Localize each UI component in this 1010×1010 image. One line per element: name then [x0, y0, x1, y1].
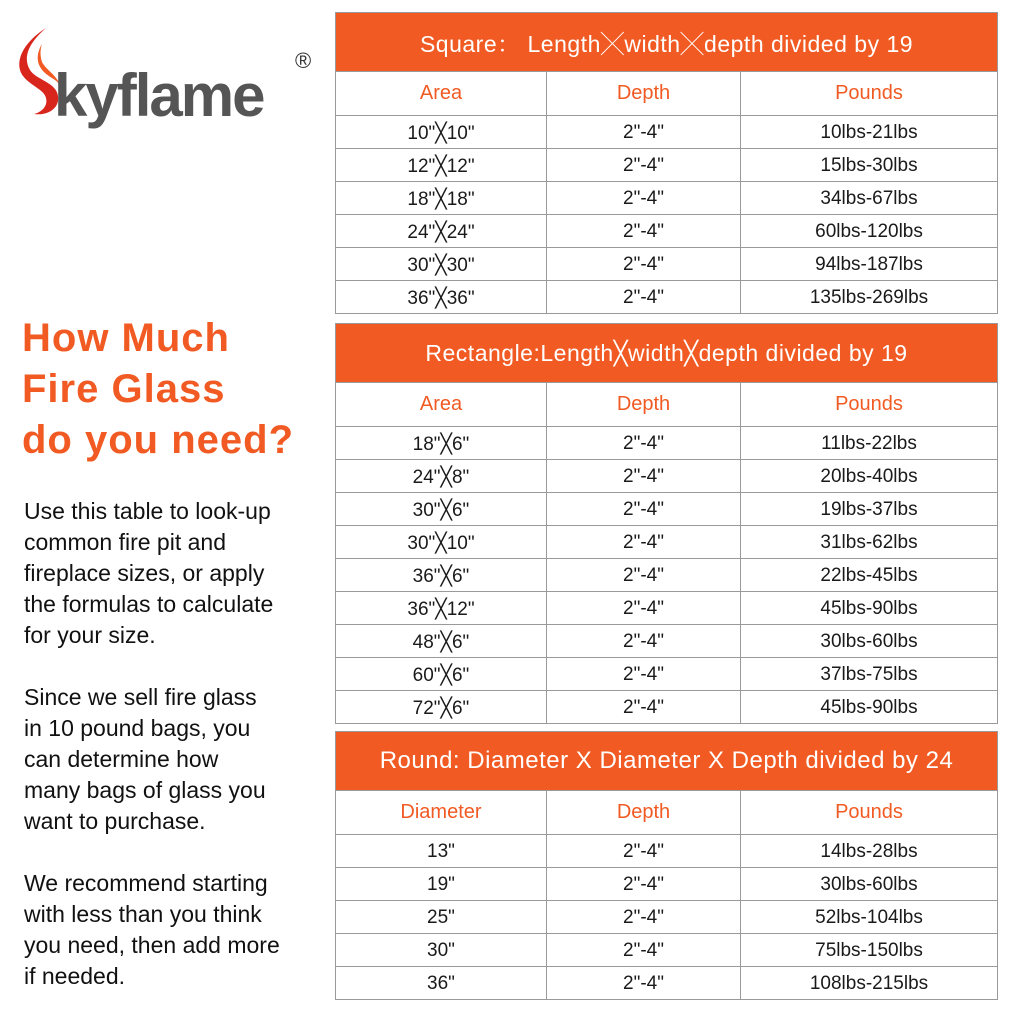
- header-area: Area: [336, 72, 547, 115]
- title-line: do you need?: [22, 418, 294, 462]
- cell-depth: 2"-4": [547, 658, 741, 690]
- table-row: [336, 657, 997, 690]
- paragraph-line: Use this table to look-up: [24, 498, 271, 524]
- round-formula-banner: Round: Diameter X Diameter X Depth divided by 24: [336, 732, 997, 790]
- round-table: [335, 731, 998, 1000]
- table-row: [336, 426, 997, 459]
- rectangle-formula-banner: Rectangle:Length╳width╳depth divided by 19: [336, 324, 997, 382]
- square-formula-banner: Square： Length╳width╳depth divided by 19: [336, 13, 997, 71]
- cell-pounds: 30lbs-60lbs: [820, 631, 918, 652]
- paragraph-line: for your size.: [24, 622, 156, 648]
- paragraph-line: with less than you think: [24, 901, 262, 927]
- cell-depth: 2"-4": [547, 493, 741, 525]
- table-header-row: [336, 382, 997, 426]
- cell-size: 12"╳12": [336, 149, 547, 181]
- cell-size: 25": [336, 901, 547, 933]
- cell-size: 30"╳10": [336, 526, 547, 558]
- table-row: [336, 933, 997, 966]
- paragraph-line: can determine how: [24, 746, 219, 772]
- cell-pounds: 108lbs-215lbs: [809, 973, 929, 994]
- header-pounds: Pounds: [835, 393, 903, 415]
- header-depth: Depth: [547, 791, 741, 834]
- cell-pounds: 135lbs-269lbs: [809, 287, 929, 308]
- cell-pounds: 11lbs-22lbs: [821, 433, 917, 454]
- cell-depth: 2"-4": [547, 182, 741, 214]
- cell-size: 36"╳36": [336, 281, 547, 313]
- cell-depth: 2"-4": [547, 868, 741, 900]
- header-area: Area: [336, 383, 547, 426]
- cell-depth: 2"-4": [547, 281, 741, 313]
- cell-size: 18"╳6": [336, 427, 547, 459]
- cell-depth: 2"-4": [547, 835, 741, 867]
- cell-size: 13": [336, 835, 547, 867]
- cell-pounds: 31lbs-62lbs: [820, 532, 918, 553]
- rectangle-table: [335, 323, 998, 724]
- table-row: [336, 624, 997, 657]
- table-row: [336, 900, 997, 933]
- cell-size: 24"╳24": [336, 215, 547, 247]
- cell-pounds: 20lbs-40lbs: [820, 466, 918, 487]
- cell-pounds: 19lbs-37lbs: [820, 499, 918, 520]
- table-row: [336, 280, 997, 313]
- cell-depth: 2"-4": [547, 691, 741, 723]
- bags-paragraph: [24, 682, 324, 837]
- rectangle-table-body: [336, 426, 997, 723]
- cell-pounds: 52lbs-104lbs: [815, 907, 923, 928]
- table-row: [336, 966, 997, 999]
- paragraph-line: fireplace sizes, or apply: [24, 560, 265, 586]
- cell-pounds: 10lbs-21lbs: [820, 122, 918, 143]
- cell-depth: 2"-4": [547, 901, 741, 933]
- paragraph-line: the formulas to calculate: [24, 591, 274, 617]
- cell-depth: 2"-4": [547, 526, 741, 558]
- cell-pounds: 60lbs-120lbs: [815, 221, 923, 242]
- paragraph-line: many bags of glass you: [24, 777, 266, 803]
- cell-pounds: 75lbs-150lbs: [815, 940, 923, 961]
- cell-pounds: 34lbs-67lbs: [820, 188, 918, 209]
- paragraph-line: if needed.: [24, 963, 126, 989]
- cell-pounds: 45lbs-90lbs: [820, 598, 918, 619]
- header-depth: Depth: [547, 383, 741, 426]
- cell-size: 48"╳6": [336, 625, 547, 657]
- cell-size: 36"╳12": [336, 592, 547, 624]
- cell-depth: 2"-4": [547, 559, 741, 591]
- cell-pounds: 14lbs-28lbs: [820, 841, 918, 862]
- cell-size: 30": [336, 934, 547, 966]
- cell-size: 72"╳6": [336, 691, 547, 723]
- paragraph-line: you need, then add more: [24, 932, 280, 958]
- table-header-row: [336, 790, 997, 834]
- paragraph-line: Since we sell fire glass: [24, 684, 257, 710]
- cell-size: 18"╳18": [336, 182, 547, 214]
- cell-depth: 2"-4": [547, 116, 741, 148]
- recommendation-paragraph: [24, 868, 324, 992]
- cell-pounds: 37lbs-75lbs: [820, 664, 918, 685]
- cell-pounds: 94lbs-187lbs: [815, 254, 923, 275]
- cell-pounds: 15lbs-30lbs: [820, 155, 918, 176]
- cell-pounds: 30lbs-60lbs: [820, 874, 918, 895]
- paragraph-line: We recommend starting: [24, 870, 268, 896]
- table-row: [336, 492, 997, 525]
- cell-depth: 2"-4": [547, 215, 741, 247]
- cell-size: 30"╳6": [336, 493, 547, 525]
- round-table-body: [336, 834, 997, 999]
- cell-size: 36"╳6": [336, 559, 547, 591]
- cell-size: 36": [336, 967, 547, 999]
- table-row: [336, 834, 997, 867]
- cell-depth: 2"-4": [547, 149, 741, 181]
- header-pounds: Pounds: [835, 801, 903, 823]
- header-diameter: Diameter: [336, 791, 547, 834]
- title-line: How Much: [22, 316, 230, 360]
- table-row: [336, 591, 997, 624]
- cell-depth: 2"-4": [547, 460, 741, 492]
- cell-size: 19": [336, 868, 547, 900]
- table-header-row: [336, 71, 997, 115]
- cell-size: 60"╳6": [336, 658, 547, 690]
- cell-size: 24"╳8": [336, 460, 547, 492]
- cell-pounds: 22lbs-45lbs: [820, 565, 918, 586]
- table-row: [336, 115, 997, 148]
- paragraph-line: want to purchase.: [24, 808, 206, 834]
- table-row: [336, 459, 997, 492]
- table-row: [336, 525, 997, 558]
- cell-depth: 2"-4": [547, 248, 741, 280]
- cell-depth: 2"-4": [547, 934, 741, 966]
- title-line: Fire Glass: [22, 367, 226, 411]
- cell-depth: 2"-4": [547, 625, 741, 657]
- cell-pounds: 45lbs-90lbs: [820, 697, 918, 718]
- paragraph-line: common fire pit and: [24, 529, 226, 555]
- cell-size: 10"╳10": [336, 116, 547, 148]
- table-row: [336, 867, 997, 900]
- table-row: [336, 690, 997, 723]
- intro-paragraph: [24, 496, 324, 651]
- brand-logo: [12, 22, 317, 129]
- header-depth: Depth: [547, 72, 741, 115]
- cell-depth: 2"-4": [547, 592, 741, 624]
- table-row: [336, 214, 997, 247]
- header-pounds: Pounds: [835, 82, 903, 104]
- square-table-body: [336, 115, 997, 313]
- square-table: [335, 12, 998, 314]
- cell-size: 30"╳30": [336, 248, 547, 280]
- registered-mark: ®: [295, 48, 312, 73]
- table-row: [336, 148, 997, 181]
- paragraph-line: in 10 pound bags, you: [24, 715, 251, 741]
- cell-depth: 2"-4": [547, 967, 741, 999]
- table-row: [336, 247, 997, 280]
- table-row: [336, 558, 997, 591]
- page-title: [22, 313, 322, 466]
- table-row: [336, 181, 997, 214]
- brand-wordmark: kyflame: [54, 62, 264, 129]
- cell-depth: 2"-4": [547, 427, 741, 459]
